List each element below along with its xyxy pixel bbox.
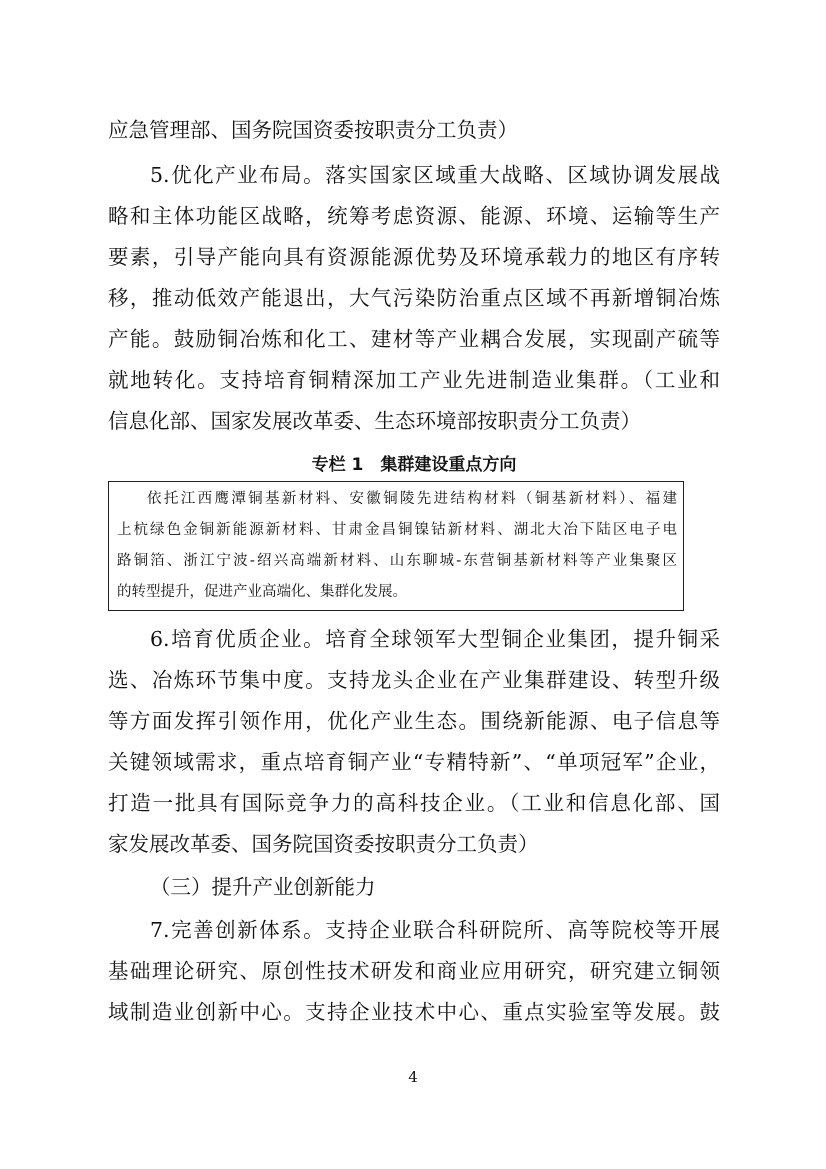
text-line: 家发展改革委、国务院国资委按职责分工负责）	[108, 832, 539, 856]
text-line: 要素，引导产能向具有资源能源优势及环境承载力的地区有序转	[108, 245, 720, 269]
text-line: 略和主体功能区战略，统筹考虑资源、能源、环境、运输等生产	[108, 204, 720, 228]
text-line: 域制造业创新中心。支持企业技术中心、重点实验室等发展。鼓	[108, 1000, 720, 1024]
column-text-line: 依托江西鹰潭铜基新材料、安徽铜陵先进结构材料（铜基新材料）、福建	[147, 491, 677, 507]
column-text-line: 上杭绿色金铜新能源新材料、甘肃金昌铜镍钴新材料、湖北大冶下陆区电子电	[117, 522, 677, 538]
text-line: 7.完善创新体系。支持企业联合科研院所、高等院校等开展	[150, 918, 720, 942]
column-text-line: 路铜箔、浙江宁波-绍兴高端新材料、山东聊城-东营铜基新材料等产业集聚区	[117, 553, 677, 569]
text-line: 就地转化。支持培育铜精深加工产业先进制造业集群。（工业和	[108, 368, 720, 392]
text-line: 关键领域需求，重点培育铜产业“专精特新”、“单项冠军”企业，	[108, 750, 720, 774]
text-line: 等方面发挥引领作用，优化产业生态。围绕新能源、电子信息等	[108, 709, 720, 733]
text-line: 基础理论研究、原创性技术研发和商业应用研究，研究建立铜领	[108, 959, 720, 983]
section-heading: （三）提升产业创新能力	[150, 875, 376, 899]
text-line: 产能。鼓励铜冶炼和化工、建材等产业耦合发展，实现副产硫等	[108, 327, 720, 351]
column-title: 专栏 1 集群建设重点方向	[311, 455, 517, 475]
column-text-line: 的转型提升，促进产业高端化、集群化发展。	[117, 584, 407, 600]
text-line: 移，推动低效产能退出，大气污染防治重点区域不再新增铜冶炼	[108, 286, 720, 310]
text-line: 6.培育优质企业。培育全球领军大型铜企业集团，提升铜采	[150, 627, 720, 651]
text-line: 应急管理部、国务院国资委按职责分工负责）	[108, 118, 518, 142]
text-line: 选、冶炼环节集中度。支持龙头企业在产业集群建设、转型升级	[108, 668, 720, 692]
page-number: 4	[408, 1068, 418, 1086]
text-line: 打造一批具有国际竞争力的高科技企业。（工业和信息化部、国	[108, 791, 720, 815]
text-line: 5.优化产业布局。落实国家区域重大战略、区域协调发展战	[150, 163, 720, 187]
text-line: 信息化部、国家发展改革委、生态环境部按职责分工负责）	[108, 409, 641, 433]
